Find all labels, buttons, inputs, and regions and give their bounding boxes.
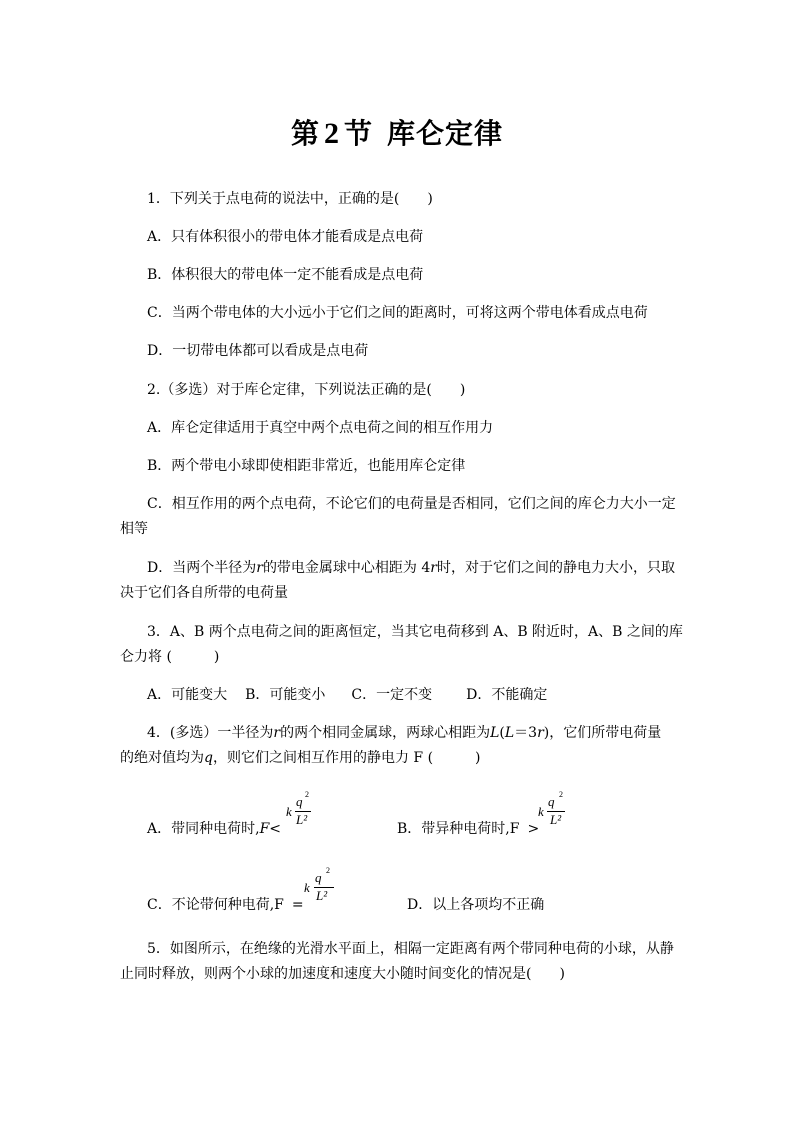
q1-option-d: D．一切带电体都可以看成是点电荷 (147, 343, 369, 359)
q4-stem-line1: 4．(多选）一半径为r的两个相同金属球，两球心相距为L(L＝3r)，它们所带电荷量 (147, 725, 662, 741)
q2-option-d-line1: D．当两个半径为r的带电金属球中心相距为 4r时，对于它们之间的静电力大小，只取 (147, 560, 675, 576)
q1-option-a: A．只有体积很小的带电体才能看成是点电荷 (147, 229, 424, 245)
title-suffix: 节 (343, 117, 373, 150)
q2-stem: 2.（多选）对于库仑定律，下列说法正确的是( ) (147, 382, 466, 398)
q5-stem-line1: 5．如图所示，在绝缘的光滑水平面上，相隔一定距离有两个带同种电荷的小球，从静 (147, 941, 674, 957)
q2-option-b: B．两个带电小球即使相距非常近，也能用库仑定律 (147, 458, 466, 474)
q4-stem-line2: 的绝对值均为q，则它们之间相互作用的静电力 F ( ) (120, 750, 481, 766)
q3-option-b: B．可能变小 (245, 687, 326, 703)
q3-stem-line1: 3．A、B 两个点电荷之间的距离恒定，当其它电荷移到 A、B 附近时，A、B 之间的库 (147, 624, 683, 640)
q1-option-c: C．当两个带电体的大小远小于它们之间的距离时，可将这两个带电体看成点电荷 (147, 305, 648, 321)
q3-option-a: A．可能变大 (147, 687, 228, 703)
q2-option-a: A．库仑定律适用于真空中两个点电荷之间的相互作用力 (147, 420, 494, 436)
q2-option-c-line1: C．相互作用的两个点电荷，不论它们的电荷量是否相同，它们之间的库仑力大小一定 (147, 496, 676, 512)
q4-formula-c: k q 2 L² (304, 868, 336, 908)
q4-option-d: D．以上各项均不正确 (407, 897, 545, 913)
q1-option-b: B．体积很大的带电体一定不能看成是点电荷 (147, 267, 424, 283)
q3-stem-line2: 仑力将 ( ) (120, 649, 220, 665)
section-title (0, 112, 794, 152)
q3-options (147, 684, 677, 706)
q4-formula-b: k q 2 L² (538, 790, 563, 827)
q4-option-b: B．带异种电荷时,F > (397, 821, 540, 837)
q4-option-c: C．不论带何种电荷,F = (147, 897, 304, 913)
q2-option-d-line2: 决于它们各自所带的电荷量 (120, 585, 288, 601)
q4-formula-a: k q 2 L² (286, 790, 309, 827)
q5-stem-line2: 止同时释放，则两个小球的加速度和速度大小随时间变化的情况是( ) (120, 966, 565, 982)
q3-option-c: C．一定不变 (351, 687, 433, 703)
title-number: 2 (323, 117, 340, 150)
q3-option-d: D．不能确定 (466, 687, 548, 703)
q1-stem: 1．下列关于点电荷的说法中，正确的是( ) (147, 191, 433, 207)
q2-option-c-line2: 相等 (120, 521, 148, 537)
q4-option-a: A．带同种电荷时,F< (147, 821, 282, 837)
title-name: 库仑定律 (387, 117, 504, 150)
title-prefix: 第 (290, 117, 320, 150)
